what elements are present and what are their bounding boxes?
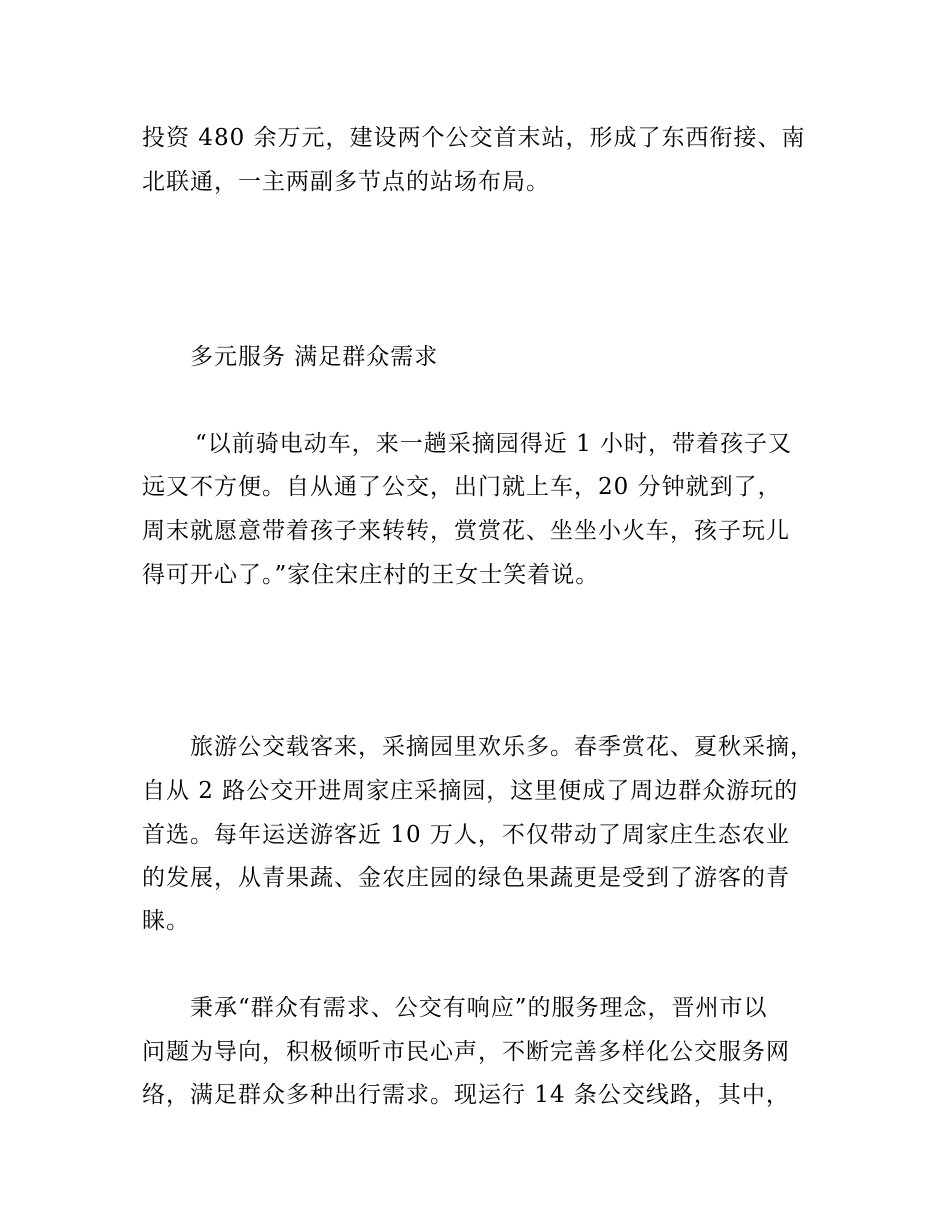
paragraph-line: “以前骑电动车，来一趟采摘园得近 1 小时，带着孩子又 [195,431,793,457]
paragraph-line: 投资 480 余万元，建设两个公交首末站，形成了东西衔接、南 [142,125,806,151]
paragraph-line: 得可开心了。”家住宋庄村的王女士笑着说。 [142,562,600,588]
paragraph-line: 首选。每年运送游客近 10 万人，不仅带动了周家庄生态农业 [142,822,790,848]
paragraph-line: 络，满足群众多种出行需求。现运行 14 条公交线路，其中， [142,1082,790,1108]
paragraph-line: 问题为导向，积极倾听市民心声，不断完善多样化公交服务网 [142,1039,790,1065]
paragraph-line: 北联通，一主两副多节点的站场布局。 [142,169,550,195]
paragraph-line: 秉承“群众有需求、公交有响应”的服务理念，晋州市以 [190,995,768,1021]
section-heading: 多元服务 满足群众需求 [190,344,439,370]
paragraph-line: 旅游公交载客来，采摘园里欢乐多。春季赏花、夏秋采摘， [190,734,814,760]
paragraph-line: 自从 2 路公交开进周家庄采摘园，这里便成了周边群众游玩的 [142,778,799,804]
paragraph-line: 周末就愿意带着孩子来转转，赏赏花、坐坐小火车，孩子玩儿 [142,518,790,544]
paragraph-line: 的发展，从青果蔬、金农庄园的绿色果蔬更是受到了游客的青 [142,865,790,891]
paragraph-line: 睐。 [142,908,190,934]
paragraph-line: 远又不方便。自从通了公交，出门就上车，20 分钟就到了， [142,474,782,500]
